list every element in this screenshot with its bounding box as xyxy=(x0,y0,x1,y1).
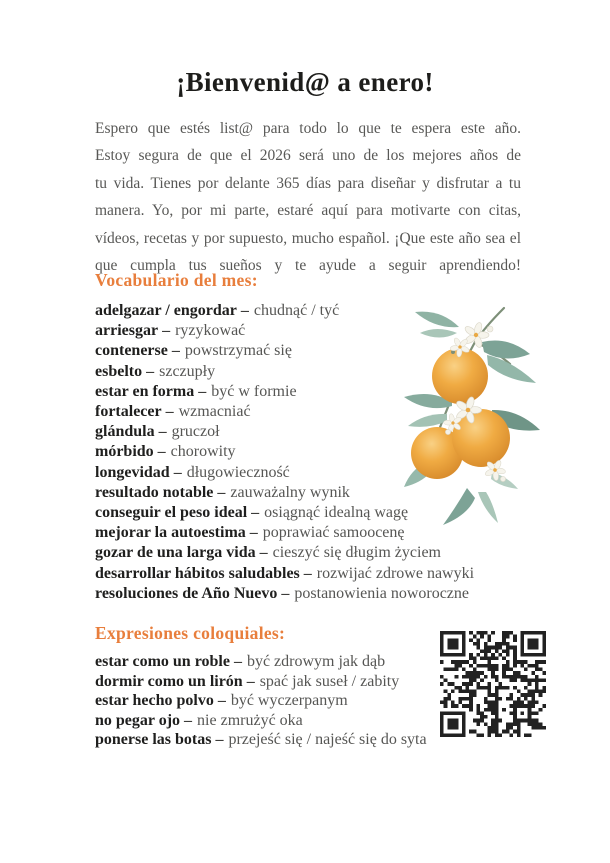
intro-line: que cumpla tus sueños y te ayude a seguir aprendiendo! xyxy=(95,257,521,275)
vocab-translation: wzmacniać xyxy=(178,403,251,421)
expression-item xyxy=(95,711,427,731)
vocab-term: resultado notable xyxy=(95,483,214,501)
vocab-term: resoluciones de Año Nuevo xyxy=(95,584,278,602)
dash-separator: – xyxy=(171,342,180,360)
dash-separator: – xyxy=(158,423,167,441)
dash-separator: – xyxy=(303,564,312,582)
expression-translation: być wyczerpanym xyxy=(230,692,348,709)
vocab-translation: cieszyć się długim życiem xyxy=(272,544,441,562)
vocab-term: fortalecer xyxy=(95,403,162,421)
vocab-translation: chorowity xyxy=(170,443,236,461)
vocab-translation: ryzykować xyxy=(175,322,246,340)
vocab-term: mórbido xyxy=(95,443,154,461)
vocab-translation: poprawiać samoocenę xyxy=(262,524,405,542)
orange-branch-illustration xyxy=(397,302,557,532)
vocab-translation: osiągnąć idealną wagę xyxy=(264,504,409,522)
vocab-term: glándula xyxy=(95,423,155,441)
vocab-item xyxy=(95,543,474,563)
vocab-term: conseguir el peso ideal xyxy=(95,504,248,522)
vocab-term: mejorar la autoestima xyxy=(95,524,246,542)
intro-line: tu vida. Tienes por delante 365 días para diseñar y disfrutar a tu xyxy=(95,174,521,192)
vocab-item xyxy=(95,584,474,604)
intro-paragraph xyxy=(95,115,521,279)
intro-line: Espero que estés list@ para todo lo que te espera este año. xyxy=(95,120,521,137)
dash-separator: – xyxy=(173,463,182,481)
expression-item xyxy=(95,652,427,672)
page-title: ¡Bienvenid@ a enero! xyxy=(176,67,434,97)
qr-code xyxy=(440,631,546,737)
vocab-translation: rozwijać zdrowe nawyki xyxy=(316,564,475,582)
vocab-term: gozar de una larga vida xyxy=(95,544,256,562)
expressions-list xyxy=(95,652,427,750)
vocabulary-heading: Vocabulario del mes: xyxy=(95,270,258,290)
intro-line: manera. Yo, por mi parte, estaré aquí para motivarte con citas, xyxy=(95,202,521,220)
dash-separator: – xyxy=(165,403,174,421)
expression-term: estar como un roble xyxy=(95,653,230,670)
expression-translation: przejeść się / najeść się do syta xyxy=(228,731,427,748)
vocab-translation: zauważalny wynik xyxy=(230,483,350,501)
expression-term: estar hecho polvo xyxy=(95,692,214,709)
vocab-term: arriesgar xyxy=(95,322,159,340)
dash-separator: – xyxy=(259,544,268,562)
expression-translation: spać jak suseł / zabity xyxy=(259,672,400,690)
vocab-translation: postanowienia noworoczne xyxy=(294,584,469,602)
dash-separator: – xyxy=(146,362,155,380)
expression-term: dormir como un lirón xyxy=(95,672,243,690)
intro-line: vídeos, recetas y por supuesto, mucho español. ¡Que este año sea el xyxy=(95,229,521,247)
intro-line: Estoy segura de que el 2026 será uno de los mejores años de xyxy=(95,147,521,165)
vocab-term: adelgazar / engordar xyxy=(95,302,237,319)
expression-translation: nie zmrużyć oka xyxy=(197,711,303,729)
expression-item xyxy=(95,672,427,692)
dash-separator: – xyxy=(217,692,226,709)
vocab-translation: chudnąć / tyć xyxy=(253,302,340,319)
expression-item xyxy=(95,730,427,750)
vocab-translation: szczupły xyxy=(159,362,216,380)
dash-separator: – xyxy=(162,322,171,340)
expression-term: ponerse las botas xyxy=(95,731,212,748)
vocab-item xyxy=(95,564,474,584)
vocab-translation: gruczoł xyxy=(171,423,220,441)
vocab-translation: powstrzymać się xyxy=(184,342,292,360)
expressions-heading: Expresiones coloquiales: xyxy=(95,623,286,643)
dash-separator: – xyxy=(251,504,260,522)
dash-separator: – xyxy=(198,382,207,400)
dash-separator: – xyxy=(157,443,166,461)
vocab-term: desarrollar hábitos saludables xyxy=(95,564,300,582)
expression-translation: być zdrowym jak dąb xyxy=(246,653,386,670)
dash-separator: – xyxy=(233,653,242,670)
vocab-term: longevidad xyxy=(95,463,170,481)
dash-separator: – xyxy=(240,302,249,319)
vocab-translation: długowieczność xyxy=(186,463,290,481)
vocab-translation: być w formie xyxy=(211,382,297,400)
expression-item xyxy=(95,691,427,711)
expression-term: no pegar ojo xyxy=(95,711,181,729)
vocab-term: estar en forma xyxy=(95,382,195,400)
dash-separator: – xyxy=(246,672,255,690)
dash-separator: – xyxy=(184,711,193,729)
dash-separator: – xyxy=(215,731,224,748)
dash-separator: – xyxy=(217,483,226,501)
dash-separator: – xyxy=(281,584,290,602)
dash-separator: – xyxy=(249,524,258,542)
vocab-term: esbelto xyxy=(95,362,143,380)
vocab-term: contenerse xyxy=(95,342,168,360)
